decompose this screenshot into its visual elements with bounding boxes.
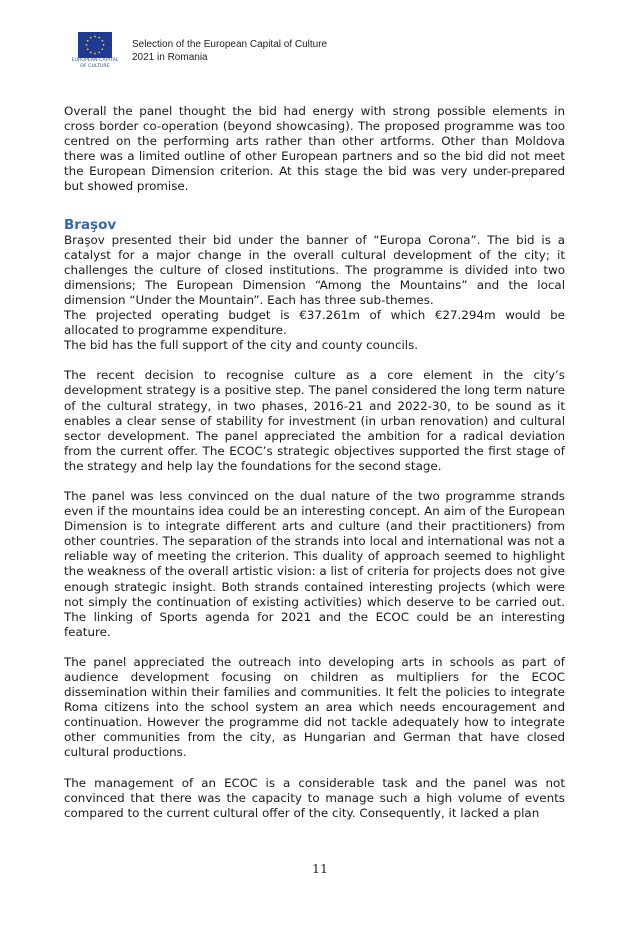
intro-paragraph: Overall the panel thought the bid had energy with strong possible elements in cross border co-operation (beyond showcasing). The proposed programme was too centred on the performing arts rather than other artforms. Other than Moldova there was a limited outline of other European partners and so the bid did not meet the European Dimension criterion. At this stage the bid was very under-prepared but showed promise. <box>64 104 565 194</box>
body-paragraph: The panel appreciated the outreach into developing arts in schools as part of audience development focusing on children as multipliers for the ECOC dissemination within their families and communities. It felt the policies to integrate Roma citizens into the school system an area which needs encouragement and continuation. However the programme did not tackle adequately how to integrate other communities from the city, as Hungarian and German that have closed cultural productions. <box>64 654 565 760</box>
eu-stars-icon <box>78 32 112 58</box>
eu-star-icon <box>87 40 89 42</box>
logo-caption-line2: OF CULTURE <box>80 64 110 69</box>
section-heading-brasov: Braşov <box>64 216 117 233</box>
eu-star-icon <box>103 44 105 46</box>
eu-star-icon <box>101 48 103 50</box>
document-title <box>132 38 432 64</box>
body-paragraph: The management of an ECOC is a considerable task and the panel was not convinced that there was the capacity to manage such a high volume of events compared to the current cultural offer of the city. Consequently, it lacked a plan <box>64 775 565 820</box>
page-number: 11 <box>312 861 328 876</box>
body-paragraph: Braşov presented their bid under the banner of “Europa Corona”. The bid is a catalyst for a major change in the overall cultural development of the city; it challenges the culture of closed institutions. The programme is divided into two dimensions; The European Dimension “Among the Mountains” and the local dimension “Under the Mountain”. Each has three sub-themes. <box>64 232 565 307</box>
eu-star-icon <box>87 48 89 50</box>
page-body <box>64 104 565 821</box>
body-paragraph: The panel was less convinced on the dual nature of the two programme strands even if the mountains idea could be an interesting concept. An aim of the European Dimension is to integrate different arts and culture (and their practitioners) from other countries. The separation of the strands into local and international was not a reliable way of meeting the criterion. This duality of approach seemed to highlight the weakness of the overall artistic vision: a list of criteria for projects does not give enough strategic insight. Both strands contained interesting projects (which were not simply the continuation of existing activities) which deserve to be carried out. The linking of Sports agenda for 2021 and the ECOC could be an interesting feature. <box>64 488 565 639</box>
eu-star-icon <box>90 51 92 53</box>
eu-flag-icon <box>78 32 112 58</box>
body-paragraph: The recent decision to recognise culture as a core element in the city’s development strategy is a positive step. The panel considered the long term nature of the cultural strategy, in two phases, 2016-21 and 2022-30, to be sound as it enables a clear sense of stability for investment (in urban renovation) and cultural sector development. The panel appreciated the ambition for a radical deviation from the current offer. The ECOC’s strategic objectives supported the first stage of the strategy and help lay the foundations for the second stage. <box>64 368 565 473</box>
body-paragraph: The projected operating budget is €37.261m of which €27.294m would be allocated to programme expenditure. <box>64 308 565 338</box>
eu-star-icon <box>101 40 103 42</box>
logo-caption-line1: EUROPEAN CAPITAL <box>71 58 119 63</box>
eu-star-icon <box>90 37 92 39</box>
document-title-line2: 2021 in Romania <box>132 52 208 63</box>
logo-caption <box>64 58 126 70</box>
body-paragraph: The bid has the full support of the city and county councils. <box>64 338 419 353</box>
eu-star-icon <box>98 51 100 53</box>
eu-star-icon <box>94 53 96 55</box>
eu-star-icon <box>98 37 100 39</box>
eu-star-icon <box>86 44 88 46</box>
eu-star-icon <box>94 36 96 38</box>
document-title-line1: Selection of the European Capital of Culture <box>132 39 328 50</box>
